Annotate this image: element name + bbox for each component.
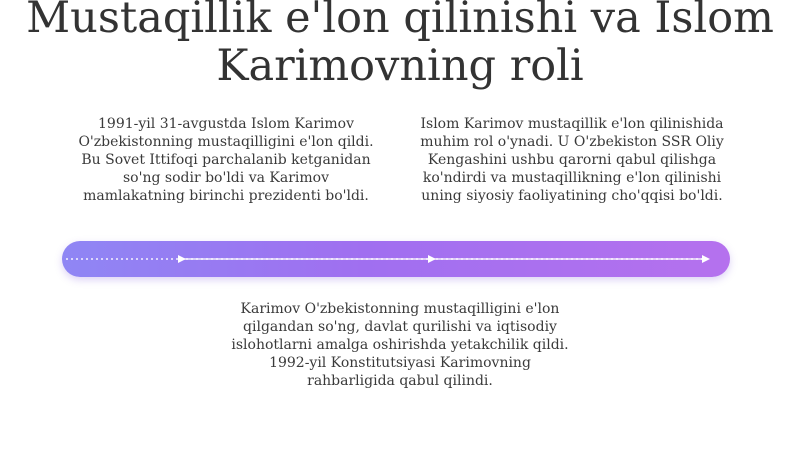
timeline-arrow-line [62,241,730,277]
slide-title: Mustaqillik e'lon qilinishi va Islom Karimovning roli [26,0,774,91]
timeline-bar [62,241,730,277]
timeline-event-1-text: 1991-yil 31-avgustda Islom Karimov O'zbekistonning mustaqilligini e'lon qildi. Bu Sovet Ittifoqi parchalanib ketganidan so'ng sodir bo'ldi va Karimov mamlakatning birinchi prezidenti bo'ldi. [78,116,374,204]
timeline-event-2-text: Islom Karimov mustaqillik e'lon qilinishida muhim rol o'ynadi. U O'zbekiston SSR Oliy Kengashini ushbu qarorni qabul qilishga ko'ndirdi va mustaqillikning e'lon qilinishi uning siyosiy faoliyatining cho'qqisi bo'ldi. [420,116,724,204]
timeline-event-3-text: Karimov O'zbekistonning mustaqilligini e'lon qilgandan so'ng, davlat qurilishi va iqtisodiy islohotlarni amalga oshirishda yetakchilik qildi. 1992-yil Konstitutsiyasi Karimovning rahbarligida qabul qilindi. [231,301,569,389]
arrow-head-1 [178,255,186,263]
arrow-head-3 [702,255,710,263]
arrow-head-2 [428,255,436,263]
